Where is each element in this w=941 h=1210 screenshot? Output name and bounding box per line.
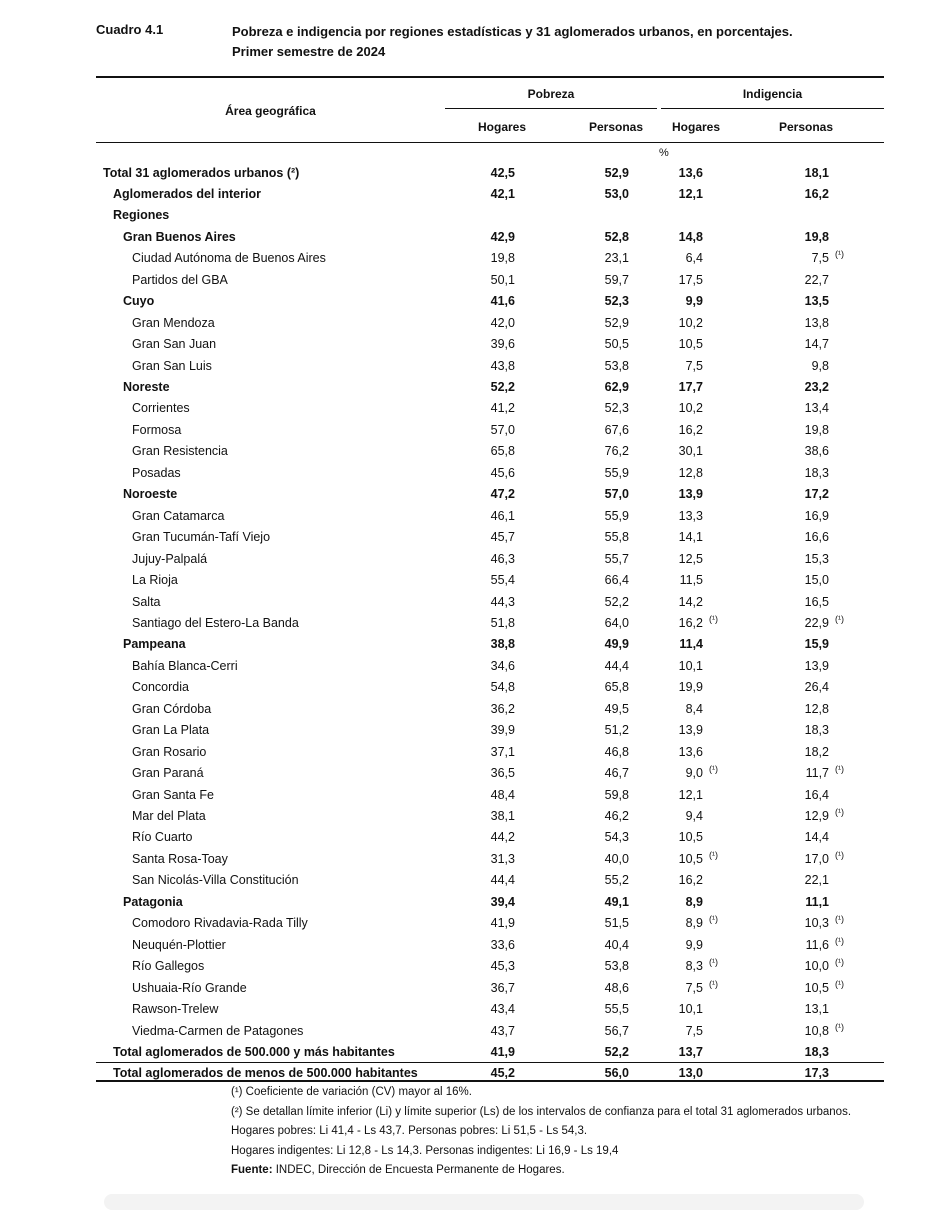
area-name-cell: Regiones (113, 208, 170, 223)
indigencia-hogares-cell: 13,6 (678, 165, 703, 180)
area-name-cell: Gran Resistencia (132, 444, 228, 459)
pobreza-hogares-cell: 42,0 (490, 315, 515, 330)
pobreza-personas-cell: 46,2 (604, 809, 629, 823)
source-label: Fuente: (231, 1164, 273, 1177)
area-name-cell: Gran Paraná (132, 766, 204, 781)
pobreza-hogares-cell: 39,4 (490, 894, 515, 909)
pobreza-hogares-cell: 52,2 (490, 380, 515, 394)
pobreza-personas-cell: 66,4 (604, 573, 629, 588)
indigencia-personas-cell: 22,9 (804, 615, 829, 630)
area-name-cell: San Nicolás-Villa Constitución (132, 873, 299, 888)
pobreza-personas-cell: 51,5 (604, 916, 629, 931)
pobreza-personas-cell: 55,2 (604, 873, 629, 888)
indigencia-hogares-cell: 10,5 (678, 337, 703, 352)
pobreza-personas-cell: 67,6 (604, 422, 629, 437)
indigencia-hogares-cell: 9,9 (685, 294, 703, 309)
table-row (96, 313, 884, 334)
table-row (96, 677, 884, 698)
indigencia-personas-cell: 18,2 (804, 744, 829, 759)
area-name-cell: Noreste (123, 380, 170, 394)
table-row (96, 527, 884, 548)
pobreza-hogares-cell: 41,6 (490, 294, 515, 309)
column-header-pobreza-hogares: Hogares (478, 120, 527, 134)
table-row (96, 570, 884, 591)
pobreza-hogares-cell: 51,8 (490, 615, 515, 630)
pobreza-hogares-cell: 19,8 (490, 251, 515, 266)
indigencia-hogares-cell: 17,5 (678, 272, 703, 287)
header-bottom-rule (96, 142, 884, 143)
pobreza-hogares-cell: 41,9 (490, 1044, 515, 1059)
table-row (96, 484, 884, 505)
pobreza-hogares-cell: 44,3 (490, 594, 515, 609)
area-name-cell: Gran Santa Fe (132, 787, 214, 802)
area-name-cell: Río Cuarto (132, 830, 193, 845)
indigencia-personas-cell: 18,3 (804, 465, 829, 480)
pobreza-hogares-cell: 36,2 (490, 701, 515, 716)
pobreza-hogares-cell: 44,4 (490, 873, 515, 888)
bottom-rule (96, 1080, 884, 1082)
cv-note-marker: (¹) (835, 849, 844, 860)
indigencia-personas-cell: 12,9 (804, 809, 829, 823)
unit-label: % (659, 147, 669, 159)
indigencia-personas-cell: 17,0 (804, 851, 829, 866)
indigencia-hogares-cell: 13,9 (678, 723, 703, 738)
pobreza-hogares-cell: 43,8 (490, 358, 515, 373)
area-name-cell: Gran Buenos Aires (123, 229, 236, 244)
indigencia-hogares-cell: 9,4 (685, 809, 703, 823)
note-confidence-intervals: (²) Se detallan límite inferior (Li) y límite superior (Ls) de los intervalos de confianza para el total 31 aglomerados urbanos. (231, 1105, 852, 1118)
indigencia-hogares-cell: 7,5 (685, 1023, 703, 1038)
area-name-cell: Mar del Plata (132, 809, 206, 823)
table-row (96, 806, 884, 827)
indigencia-hogares-cell: 11,5 (679, 573, 703, 588)
indigencia-hogares-cell: 7,5 (685, 980, 703, 995)
table-row (96, 720, 884, 741)
pobreza-personas-cell: 53,8 (604, 959, 629, 974)
pobreza-hogares-cell: 42,5 (490, 165, 515, 180)
pobreza-personas-cell: 56,0 (604, 1066, 629, 1081)
indigencia-hogares-cell: 16,2 (678, 422, 703, 437)
pobreza-personas-cell: 44,4 (604, 658, 629, 673)
indigencia-hogares-cell: 9,0 (685, 766, 703, 781)
cv-note-marker: (¹) (835, 613, 844, 624)
pobreza-hogares-cell: 42,9 (490, 229, 515, 244)
pobreza-personas-cell: 48,6 (604, 980, 629, 995)
table-row (96, 870, 884, 891)
cv-note-marker: (¹) (835, 1021, 844, 1032)
indigencia-personas-cell: 10,3 (804, 916, 829, 931)
indigencia-personas-cell: 22,7 (804, 272, 829, 287)
area-name-cell: Posadas (132, 465, 181, 480)
indigencia-hogares-cell: 10,5 (678, 851, 703, 866)
cv-note-marker: (¹) (835, 249, 844, 260)
area-name-cell: Concordia (132, 680, 189, 695)
area-name-cell: Rawson-Trelew (132, 1002, 219, 1017)
pobreza-hogares-cell: 38,8 (490, 637, 515, 652)
table-row (96, 1021, 884, 1042)
table-row (96, 827, 884, 848)
indigencia-personas-cell: 14,4 (804, 830, 829, 845)
table-row (96, 913, 884, 934)
pobreza-hogares-cell: 46,3 (490, 551, 515, 566)
indigencia-personas-cell: 17,3 (804, 1066, 829, 1081)
pobreza-personas-cell: 23,1 (604, 251, 629, 266)
table-row (96, 184, 884, 205)
table-title (232, 22, 793, 62)
source-text: INDEC, Dirección de Encuesta Permanente de Hogares. (272, 1164, 565, 1177)
cv-note-marker: (¹) (835, 978, 844, 989)
cv-note-marker: (¹) (709, 849, 718, 860)
pobreza-hogares-cell: 34,6 (490, 658, 515, 673)
indigencia-personas-cell: 18,3 (804, 723, 829, 738)
pobreza-personas-cell: 76,2 (604, 444, 629, 459)
indigencia-hogares-cell: 12,5 (678, 551, 703, 566)
area-name-cell: Aglomerados del interior (113, 186, 261, 201)
pobreza-personas-cell: 52,9 (604, 165, 629, 180)
indigencia-personas-cell: 19,8 (804, 422, 829, 437)
indigencia-hogares-cell: 13,9 (678, 487, 703, 502)
note-hogares-personas-indigentes: Hogares indigentes: Li 12,8 - Ls 14,3. Personas indigentes: Li 16,9 - Ls 19,4 (231, 1144, 619, 1157)
table-row (96, 463, 884, 484)
pobreza-personas-cell: 50,5 (604, 337, 629, 352)
indigencia-personas-cell: 7,5 (811, 251, 829, 266)
table-row (96, 699, 884, 720)
pobreza-hogares-cell: 48,4 (490, 787, 515, 802)
cv-note-marker: (¹) (835, 807, 844, 817)
area-name-cell: Santa Rosa-Toay (132, 851, 228, 866)
indigencia-personas-cell: 13,4 (804, 401, 829, 416)
pobreza-personas-cell: 55,8 (604, 530, 629, 545)
table-row (96, 978, 884, 999)
indigencia-personas-cell: 18,1 (804, 165, 829, 180)
area-name-cell: La Rioja (132, 573, 178, 588)
pobreza-hogares-cell: 39,9 (490, 723, 515, 738)
pobreza-personas-cell: 56,7 (604, 1023, 629, 1038)
area-name-cell: Formosa (132, 422, 182, 437)
indigencia-hogares-cell: 14,2 (678, 594, 703, 609)
indigencia-hogares-cell: 7,5 (685, 358, 703, 373)
area-name-cell: Viedma-Carmen de Patagones (132, 1023, 304, 1038)
pobreza-hogares-cell: 54,8 (490, 680, 515, 695)
indigencia-personas-cell: 15,0 (804, 573, 829, 588)
area-name-cell: Pampeana (123, 637, 186, 652)
pobreza-personas-cell: 55,5 (604, 1002, 629, 1017)
pobreza-personas-cell: 51,2 (604, 723, 629, 738)
area-name-cell: Partidos del GBA (132, 272, 228, 287)
pobreza-hogares-cell: 45,2 (490, 1066, 515, 1081)
indigencia-personas-cell: 13,8 (804, 315, 829, 330)
pobreza-hogares-cell: 45,3 (490, 959, 515, 974)
table-row (96, 742, 884, 763)
note-hogares-personas-pobres: Hogares pobres: Li 41,4 - Ls 43,7. Personas pobres: Li 51,5 - Ls 54,3. (231, 1125, 588, 1138)
pobreza-hogares-cell: 41,9 (490, 916, 515, 931)
area-name-cell: Jujuy-Palpalá (132, 551, 208, 566)
pobreza-hogares-cell: 47,2 (490, 487, 515, 502)
pobreza-personas-cell: 52,2 (604, 594, 629, 609)
area-name-cell: Gran Mendoza (132, 315, 215, 330)
indigencia-personas-cell: 15,9 (804, 637, 829, 652)
indigencia-hogares-cell: 14,8 (678, 229, 703, 244)
indigencia-group-rule (661, 108, 884, 109)
indigencia-personas-cell: 16,6 (804, 530, 829, 545)
table-row (96, 999, 884, 1020)
table-row (96, 892, 884, 913)
table-row (96, 270, 884, 291)
area-name-cell: Comodoro Rivadavia-Rada Tilly (132, 916, 308, 931)
column-header-pobreza: Pobreza (527, 87, 575, 101)
cv-note-marker: (¹) (709, 764, 718, 775)
indigencia-personas-cell: 10,0 (804, 959, 829, 974)
indigencia-hogares-cell: 13,6 (678, 744, 703, 759)
indigencia-hogares-cell: 6,4 (685, 251, 703, 266)
table-row (96, 398, 884, 419)
pobreza-personas-cell: 55,9 (604, 465, 629, 480)
area-name-cell: Total aglomerados de menos de 500.000 habitantes (113, 1066, 418, 1081)
indigencia-personas-cell: 10,8 (804, 1023, 829, 1038)
table-row (96, 956, 884, 977)
indigencia-hogares-cell: 10,2 (678, 315, 703, 330)
pobreza-hogares-cell: 38,1 (490, 809, 515, 823)
cv-note-marker: (¹) (835, 957, 844, 968)
column-header-area: Área geográfica (225, 104, 316, 118)
table-row (96, 935, 884, 956)
table-row (96, 549, 884, 570)
area-name-cell: Gran San Juan (132, 337, 217, 352)
pobreza-personas-cell: 55,7 (604, 551, 629, 566)
pobreza-hogares-cell: 45,7 (490, 530, 515, 545)
pobreza-hogares-cell: 55,4 (490, 573, 515, 588)
indigencia-hogares-cell: 13,0 (678, 1066, 703, 1081)
indigencia-personas-cell: 14,7 (804, 337, 829, 352)
indigencia-hogares-cell: 8,9 (685, 916, 703, 931)
area-name-cell: Corrientes (132, 401, 190, 416)
indigencia-hogares-cell: 11,4 (679, 637, 703, 652)
top-rule (96, 76, 884, 78)
indigencia-personas-cell: 38,6 (804, 444, 829, 459)
area-name-cell: Ushuaia-Río Grande (132, 980, 247, 995)
column-header-indigencia-personas: Personas (779, 120, 834, 134)
table-number: Cuadro 4.1 (96, 22, 164, 37)
pobreza-personas-cell: 52,8 (604, 229, 629, 244)
pobreza-hogares-cell: 33,6 (490, 937, 515, 952)
indigencia-personas-cell: 13,1 (804, 1002, 829, 1017)
pobreza-personas-cell: 52,3 (604, 294, 629, 309)
indigencia-hogares-cell: 13,3 (678, 508, 703, 523)
indigencia-hogares-cell: 8,9 (685, 894, 703, 909)
indigencia-personas-cell: 11,1 (805, 894, 829, 909)
indigencia-personas-cell: 18,3 (804, 1044, 829, 1059)
table-row (96, 441, 884, 462)
cv-note-marker: (¹) (835, 914, 844, 925)
table-row (96, 785, 884, 806)
column-header-indigencia: Indigencia (742, 87, 803, 101)
area-name-cell: Salta (132, 594, 161, 609)
table-row (96, 163, 884, 184)
table-notes (231, 1086, 851, 1184)
pobreza-personas-cell: 40,0 (604, 851, 629, 866)
table-row (96, 613, 884, 634)
indigencia-hogares-cell: 16,2 (678, 873, 703, 888)
indigencia-personas-cell: 26,4 (804, 680, 829, 695)
indigencia-personas-cell: 15,3 (804, 551, 829, 566)
pobreza-personas-cell: 49,9 (604, 637, 629, 652)
pobreza-hogares-cell: 43,7 (490, 1023, 515, 1038)
table-row (96, 634, 884, 655)
area-name-cell: Gran La Plata (132, 723, 210, 738)
pobreza-hogares-cell: 42,1 (490, 186, 515, 201)
cv-note-marker: (¹) (835, 764, 844, 775)
pobreza-personas-cell: 40,4 (604, 937, 629, 952)
indigencia-hogares-cell: 16,2 (678, 615, 703, 630)
table-row (96, 656, 884, 677)
pobreza-hogares-cell: 50,1 (490, 272, 515, 287)
table-row (96, 377, 884, 398)
cv-note-marker: (¹) (709, 978, 718, 989)
pobreza-hogares-cell: 36,5 (490, 766, 515, 781)
indigencia-hogares-cell: 12,8 (678, 465, 703, 480)
table-row (96, 356, 884, 377)
pobreza-group-rule (445, 108, 657, 109)
table-row (96, 248, 884, 269)
table-row (96, 506, 884, 527)
area-name-cell: Total 31 aglomerados urbanos (²) (103, 165, 300, 180)
indigencia-personas-cell: 11,7 (805, 766, 829, 781)
table-header-block (96, 22, 916, 66)
indigencia-hogares-cell: 8,4 (685, 701, 703, 716)
indigencia-personas-cell: 13,5 (804, 294, 829, 309)
note-cv: (¹) Coeficiente de variación (CV) mayor al 16%. (231, 1086, 472, 1098)
indigencia-personas-cell: 17,2 (804, 487, 829, 502)
indigencia-hogares-cell: 10,2 (678, 401, 703, 416)
pobreza-hogares-cell: 45,6 (490, 465, 515, 480)
column-header-pobreza-personas: Personas (589, 120, 644, 134)
pobreza-hogares-cell: 36,7 (490, 980, 515, 995)
indigencia-hogares-cell: 9,9 (685, 937, 703, 952)
pobreza-hogares-cell: 39,6 (490, 337, 515, 352)
indigencia-hogares-cell: 30,1 (678, 444, 703, 459)
pobreza-personas-cell: 53,0 (604, 186, 629, 201)
indigencia-hogares-cell: 17,7 (678, 380, 703, 394)
indigencia-personas-cell: 12,8 (804, 701, 829, 716)
column-header-indigencia-hogares: Hogares (672, 120, 721, 134)
note-source (231, 1164, 851, 1184)
cv-note-marker: (¹) (709, 613, 718, 624)
table-row (96, 291, 884, 312)
indigencia-hogares-cell: 19,9 (678, 680, 703, 695)
indigencia-personas-cell: 19,8 (804, 229, 829, 244)
pobreza-personas-cell: 59,7 (604, 272, 629, 287)
pobreza-personas-cell: 57,0 (604, 487, 629, 502)
area-name-cell: Total aglomerados de 500.000 y más habitantes (113, 1044, 395, 1059)
pobreza-hogares-cell: 37,1 (490, 744, 515, 759)
pobreza-personas-cell: 49,5 (604, 701, 629, 716)
cv-note-marker: (¹) (709, 957, 718, 968)
indigencia-hogares-cell: 10,1 (678, 1002, 703, 1017)
area-name-cell: Santiago del Estero-La Banda (132, 615, 299, 630)
pobreza-hogares-cell: 44,2 (490, 830, 515, 845)
table-row (96, 205, 884, 226)
indigencia-hogares-cell: 12,1 (678, 787, 703, 802)
pobreza-personas-cell: 52,2 (604, 1044, 629, 1059)
indigencia-personas-cell: 23,2 (804, 380, 829, 394)
indigencia-hogares-cell: 10,5 (678, 830, 703, 845)
area-name-cell: Cuyo (123, 294, 155, 309)
indigencia-personas-cell: 16,9 (804, 508, 829, 523)
area-name-cell: Río Gallegos (132, 959, 205, 974)
indigencia-personas-cell: 10,5 (804, 980, 829, 995)
area-name-cell: Gran Córdoba (132, 701, 212, 716)
pobreza-hogares-cell: 57,0 (490, 422, 515, 437)
indigencia-hogares-cell: 10,1 (678, 658, 703, 673)
indigencia-hogares-cell: 8,3 (685, 959, 703, 974)
pobreza-personas-cell: 62,9 (604, 380, 629, 394)
cv-note-marker: (¹) (709, 914, 718, 925)
table-row (96, 1042, 884, 1063)
pobreza-personas-cell: 59,8 (604, 787, 629, 802)
pobreza-hogares-cell: 46,1 (490, 508, 515, 523)
pobreza-personas-cell: 46,7 (604, 766, 629, 781)
area-name-cell: Patagonia (123, 894, 183, 909)
pobreza-personas-cell: 52,3 (604, 401, 629, 416)
area-name-cell: Gran San Luis (132, 358, 212, 373)
area-name-cell: Neuquén-Plottier (132, 937, 226, 952)
bottom-bar (104, 1194, 864, 1210)
area-name-cell: Gran Tucumán-Tafí Viejo (132, 530, 271, 545)
area-name-cell: Bahía Blanca-Cerri (132, 658, 238, 673)
pobreza-personas-cell: 49,1 (604, 894, 629, 909)
pobreza-personas-cell: 52,9 (604, 315, 629, 330)
table-row (96, 849, 884, 870)
table-row (96, 592, 884, 613)
table-row (96, 420, 884, 441)
indigencia-personas-cell: 16,2 (804, 186, 829, 201)
indigencia-personas-cell: 9,8 (811, 358, 829, 373)
area-name-cell: Gran Catamarca (132, 508, 225, 523)
cv-note-marker: (¹) (835, 935, 844, 946)
table-row (96, 334, 884, 355)
indigencia-personas-cell: 16,4 (804, 787, 829, 802)
indigencia-personas-cell: 22,1 (804, 873, 829, 888)
totals-separator-rule (96, 1062, 884, 1063)
indigencia-hogares-cell: 13,7 (678, 1044, 703, 1059)
pobreza-hogares-cell: 41,2 (490, 401, 515, 416)
pobreza-hogares-cell: 31,3 (490, 851, 515, 866)
indigencia-hogares-cell: 12,1 (678, 186, 703, 201)
area-name-cell: Gran Rosario (132, 744, 207, 759)
pobreza-personas-cell: 65,8 (604, 680, 629, 695)
table-title-line-1: Pobreza e indigencia por regiones estadísticas y 31 aglomerados urbanos, en porcentajes. (232, 24, 793, 39)
pobreza-personas-cell: 64,0 (604, 615, 629, 630)
table-row (96, 227, 884, 248)
indigencia-hogares-cell: 14,1 (678, 530, 703, 545)
table-title-line-2: Primer semestre de 2024 (232, 44, 386, 59)
area-name-cell: Noroeste (123, 487, 178, 502)
table-row (96, 763, 884, 784)
indigencia-personas-cell: 11,6 (805, 937, 829, 952)
pobreza-personas-cell: 54,3 (604, 830, 629, 845)
indigencia-personas-cell: 13,9 (804, 658, 829, 673)
pobreza-personas-cell: 55,9 (604, 508, 629, 523)
pobreza-personas-cell: 46,8 (604, 744, 629, 759)
indigencia-personas-cell: 16,5 (804, 594, 829, 609)
pobreza-hogares-cell: 65,8 (490, 444, 515, 459)
area-name-cell: Ciudad Autónoma de Buenos Aires (132, 251, 326, 266)
pobreza-personas-cell: 53,8 (604, 358, 629, 373)
pobreza-hogares-cell: 43,4 (490, 1002, 515, 1017)
